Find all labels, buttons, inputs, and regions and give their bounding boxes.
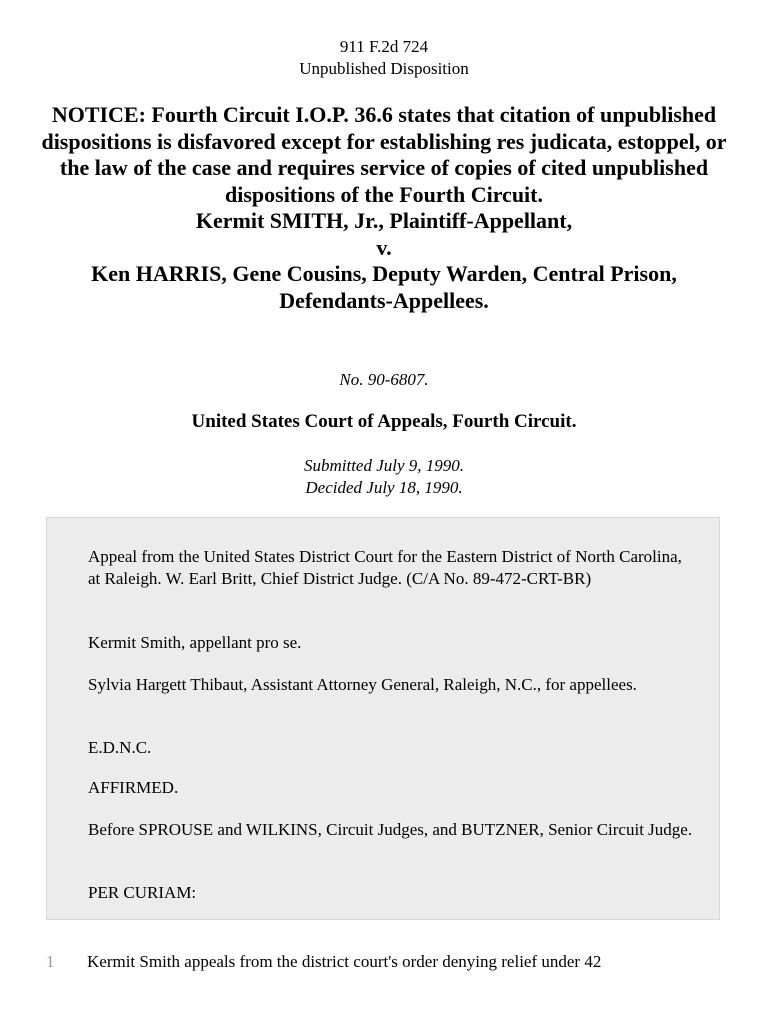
citation-notice: NOTICE: Fourth Circuit I.O.P. 36.6 states that citation of unpublished dispositions is disfavored except for establishing res judicata, estoppel, or the law of the case and requires service of copies of cited unpublished dispositions of the Fourth Circuit. xyxy=(41,102,727,207)
case-dates xyxy=(0,455,768,499)
appeal-origin: Appeal from the United States District Court for the Eastern District of North Carolina, at Raleigh. W. Earl Britt, Chief District Judge. (C/A No. 89-472-CRT-BR) xyxy=(88,547,682,588)
district-abbrev: E.D.N.C. xyxy=(88,738,152,757)
defendants-names: Ken HARRIS, Gene Cousins, Deputy Warden, Central Prison, Defendants-Appellees. xyxy=(91,261,677,313)
per-curiam-label: PER CURIAM: xyxy=(88,883,197,902)
citation-header xyxy=(0,36,768,80)
appellee-counsel: Sylvia Hargett Thibaut, Assistant Attorney General, Raleigh, N.C., for appellees. xyxy=(88,675,637,694)
disposition-result: AFFIRMED. xyxy=(88,778,179,797)
decided-date: Decided July 18, 1990. xyxy=(305,478,463,497)
case-heading xyxy=(40,102,728,314)
reporter-citation: 911 F.2d 724 xyxy=(339,37,429,56)
court-name: United States Court of Appeals, Fourth Circuit. xyxy=(191,411,577,432)
opinion-paragraph: Kermit Smith appeals from the district court's order denying relief under 42 xyxy=(87,952,602,971)
disposition-label: Unpublished Disposition xyxy=(299,59,469,78)
docket-number: No. 90-6807. xyxy=(339,370,429,389)
submitted-date: Submitted July 9, 1990. xyxy=(303,456,465,475)
appellant-counsel: Kermit Smith, appellant pro se. xyxy=(88,633,302,652)
case-info-box xyxy=(46,517,720,920)
plaintiff-name: Kermit SMITH, Jr., Plaintiff-Appellant, xyxy=(195,208,573,233)
paragraph-number: 1 xyxy=(46,952,55,971)
judges-panel: Before SPROUSE and WILKINS, Circuit Judges, and BUTZNER, Senior Circuit Judge. xyxy=(88,820,693,839)
versus-label: v. xyxy=(376,234,392,260)
